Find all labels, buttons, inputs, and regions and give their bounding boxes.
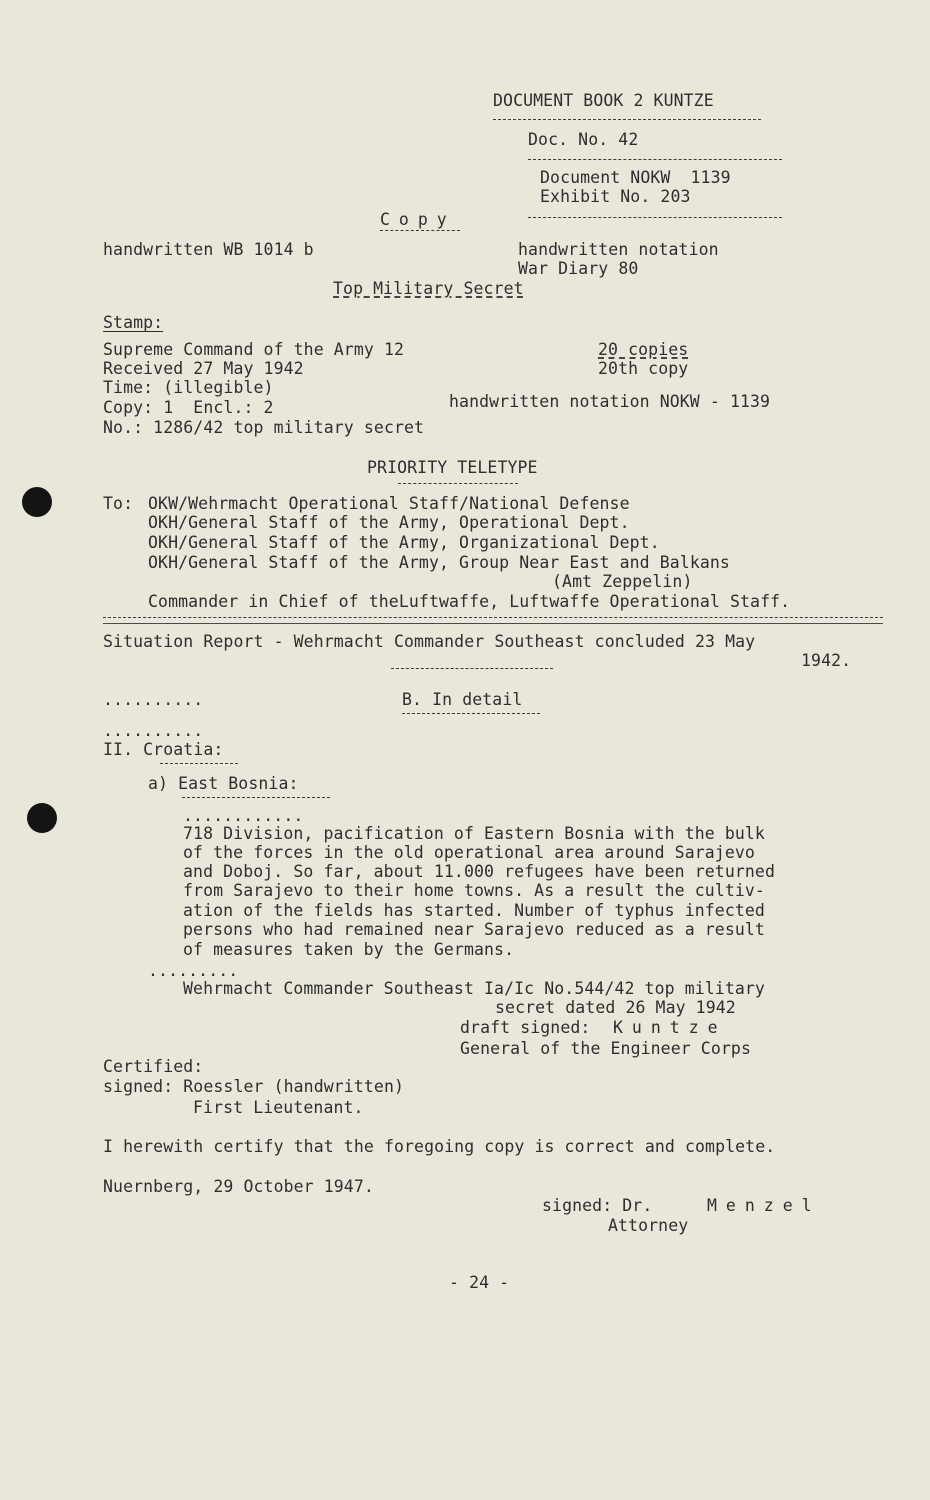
recipient: OKH/General Staff of the Army, Organizational Dept. bbox=[148, 533, 660, 552]
divider bbox=[528, 217, 782, 218]
body-line: of measures taken by the Germans. bbox=[183, 940, 515, 959]
divider bbox=[493, 119, 761, 120]
situation-report: Situation Report - Wehrmacht Commander Southeast concluded 23 May bbox=[103, 632, 756, 651]
body-line: from Sarajevo to their home towns. As a result the cultiv- bbox=[183, 881, 765, 900]
place-date: Nuernberg, 29 October 1947. bbox=[103, 1177, 374, 1196]
nokw-notation: handwritten notation NOKW - 1139 bbox=[449, 392, 771, 411]
exhibit-number: Exhibit No. 203 bbox=[540, 187, 691, 206]
east-bosnia-heading: a) East Bosnia: bbox=[148, 774, 299, 793]
recipient: OKH/General Staff of the Army, Group Near East and Balkans bbox=[148, 553, 730, 572]
stamp-line: No.: 1286/42 top military secret bbox=[103, 418, 425, 437]
ellipsis: .......... bbox=[103, 690, 204, 709]
recipient: (Amt Zeppelin) bbox=[552, 572, 693, 591]
reference-line: General of the Engineer Corps bbox=[460, 1039, 751, 1058]
recipient: Commander in Chief of theLuftwaffe, Luftwaffe Operational Staff. bbox=[148, 592, 791, 611]
recipient: OKH/General Staff of the Army, Operational Dept. bbox=[148, 513, 630, 532]
divider bbox=[398, 483, 518, 484]
body-line: ation of the fields has started. Number of typhus infected bbox=[183, 901, 765, 920]
ellipsis: ......... bbox=[148, 961, 239, 980]
ellipsis: ............ bbox=[183, 806, 304, 825]
stamp-line: Copy: 1 Encl.: 2 bbox=[103, 398, 274, 417]
certification-statement: I herewith certify that the foregoing copy is correct and complete. bbox=[103, 1137, 776, 1156]
stamp-line: Received 27 May 1942 bbox=[103, 359, 304, 378]
stamp-line: Time: (illegible) bbox=[103, 378, 274, 397]
copy-label: Copy bbox=[380, 210, 456, 229]
signer-title: Attorney bbox=[608, 1216, 689, 1235]
signed-by-name: Menzel bbox=[707, 1196, 821, 1215]
certified-rank: First Lieutenant. bbox=[193, 1098, 364, 1117]
recipient: OKW/Wehrmacht Operational Staff/National Defense bbox=[148, 494, 630, 513]
to-label: To: bbox=[103, 494, 134, 513]
reference-line: Wehrmacht Commander Southeast Ia/Ic No.544/42 top military bbox=[183, 979, 765, 998]
divider bbox=[402, 713, 540, 714]
document-nokw: Document NOKW 1139 bbox=[540, 168, 731, 187]
stamp-line: Supreme Command of the Army 12 bbox=[103, 340, 405, 359]
divider bbox=[160, 763, 238, 764]
draft-signed-label: draft signed: bbox=[460, 1018, 591, 1037]
divider bbox=[528, 159, 782, 160]
divider bbox=[103, 617, 883, 618]
reference-line: secret dated 26 May 1942 bbox=[495, 998, 736, 1017]
copies-count: 20 copies bbox=[598, 340, 689, 359]
punch-hole bbox=[22, 487, 52, 517]
body-line: of the forces in the old operational area around Sarajevo bbox=[183, 843, 755, 862]
divider bbox=[182, 797, 330, 798]
doc-number: Doc. No. 42 bbox=[528, 130, 639, 149]
handwritten-notation: handwritten notation bbox=[518, 240, 719, 259]
punch-hole bbox=[27, 803, 57, 833]
document-book-title: DOCUMENT BOOK 2 KUNTZE bbox=[493, 91, 714, 110]
certified-signed: signed: Roessler (handwritten) bbox=[103, 1077, 405, 1096]
page-number: - 24 - bbox=[449, 1273, 510, 1292]
handwritten-wb: handwritten WB 1014 b bbox=[103, 240, 314, 259]
teletype-title: PRIORITY TELETYPE bbox=[367, 458, 538, 477]
signed-by-label: signed: Dr. bbox=[542, 1196, 653, 1215]
stamp-label: Stamp: bbox=[103, 313, 164, 332]
draft-signed-name: Kuntze bbox=[613, 1018, 727, 1037]
ellipsis: .......... bbox=[103, 721, 204, 740]
classification: Top Military Secret bbox=[333, 279, 524, 298]
divider bbox=[391, 668, 553, 669]
body-line: and Doboj. So far, about 11.000 refugees have been returned bbox=[183, 862, 775, 881]
body-line: persons who had remained near Sarajevo reduced as a result bbox=[183, 920, 765, 939]
croatia-heading: II. Croatia: bbox=[103, 740, 224, 759]
situation-report-year: 1942. bbox=[801, 651, 852, 670]
war-diary: War Diary 80 bbox=[518, 259, 639, 278]
divider bbox=[103, 623, 883, 624]
divider bbox=[380, 230, 460, 231]
body-line: 718 Division, pacification of Eastern Bosnia with the bulk bbox=[183, 824, 765, 843]
certified-label: Certified: bbox=[103, 1057, 204, 1076]
copy-number: 20th copy bbox=[598, 359, 689, 378]
section-b-heading: B. In detail bbox=[402, 690, 523, 709]
